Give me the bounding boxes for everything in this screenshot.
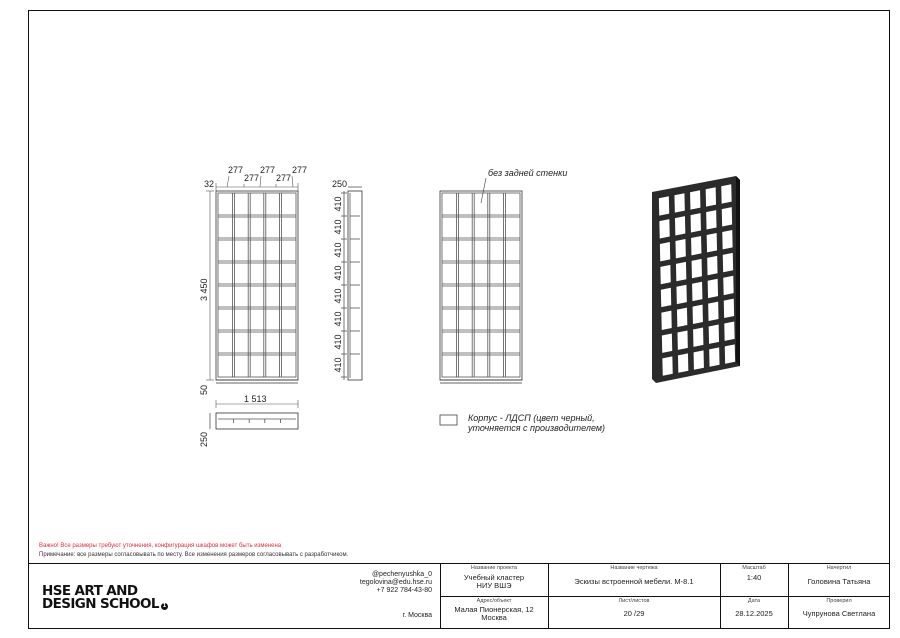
- dim-top-1: 277: [228, 165, 244, 175]
- dim-side-depth: 250: [332, 179, 348, 189]
- iso-cell-opening: [690, 190, 700, 209]
- title-block: [28, 563, 890, 629]
- iso-cell-opening: [706, 210, 716, 229]
- date-label: Дата: [747, 598, 761, 604]
- school-logo: [42, 585, 168, 611]
- iso-cell-opening: [659, 219, 669, 238]
- iso-cell-opening: [676, 285, 686, 304]
- iso-cell-opening: [660, 242, 670, 261]
- dim-plan-depth: 250: [199, 431, 209, 447]
- scale-value: 1:40: [746, 573, 762, 582]
- scale-label: Масштаб: [742, 565, 766, 571]
- sheets-value: 20 /29: [623, 609, 645, 618]
- row-dim: 410: [333, 265, 343, 281]
- iso-cell-opening: [721, 184, 731, 203]
- iso-cell-opening: [659, 196, 669, 215]
- row-dim: 410: [333, 288, 343, 304]
- dim-side-32: 32: [204, 179, 215, 189]
- iso-cell-opening: [675, 216, 685, 235]
- iso-cell-opening: [677, 331, 687, 350]
- note-no-back: без задней стенки: [488, 168, 568, 178]
- dim-height: 3 450: [199, 278, 209, 301]
- iso-cell-opening: [677, 308, 687, 327]
- project-value-1: Учебный кластер: [463, 573, 525, 582]
- front-no-back-view: [440, 178, 522, 383]
- iso-cell-opening: [660, 265, 670, 284]
- row-dim: 410: [333, 334, 343, 350]
- front-dimensions: [206, 176, 298, 408]
- row-dim: 410: [333, 311, 343, 327]
- checked-value: Чупрунова Светлана: [802, 609, 876, 618]
- drawn-value: Головина Татьяна: [807, 577, 871, 586]
- dim-width: 1 513: [244, 394, 267, 404]
- row-dim: 410: [333, 219, 343, 235]
- legend-line-2: уточняется с производителем): [468, 423, 606, 433]
- address-value-2: Москва: [481, 613, 507, 622]
- drawn-label: Начертил: [826, 565, 852, 571]
- iso-cell-opening: [725, 344, 735, 363]
- iso-cell-opening: [724, 322, 734, 341]
- iso-cell-opening: [662, 334, 672, 353]
- iso-cell-opening: [706, 187, 716, 206]
- side-view: [341, 187, 362, 380]
- iso-cell-opening: [723, 276, 733, 295]
- project-value-2: НИУ ВШЭ: [476, 581, 512, 590]
- row-dim: 410: [333, 196, 343, 212]
- drawing-value: Эскизы встроенной мебели. М-8.1: [574, 577, 694, 586]
- iso-cell-opening: [691, 236, 701, 255]
- contacts: [328, 571, 432, 595]
- dim-top-4: 277: [276, 173, 292, 183]
- front-view: [216, 191, 298, 383]
- row-dim: 410: [333, 357, 343, 373]
- iso-cell-opening: [661, 311, 671, 330]
- dim-top-5: 277: [292, 165, 308, 175]
- plan-view: [210, 413, 298, 429]
- iso-cell-opening: [662, 356, 672, 375]
- iso-cell-opening: [674, 193, 684, 212]
- contact-email: tegolovina@edu.hse.ru: [359, 579, 432, 586]
- iso-cell-opening: [693, 328, 703, 347]
- dim-bottom-50: 50: [199, 384, 209, 395]
- dim-top-3: 277: [260, 165, 276, 175]
- iso-cell-opening: [661, 288, 671, 307]
- iso-cell-opening: [692, 282, 702, 301]
- iso-cell-opening: [709, 347, 719, 366]
- sheets-label: Лист/листов: [618, 598, 650, 604]
- drawing-label: Название чертежа: [610, 565, 658, 571]
- city: г. Москва: [402, 612, 432, 619]
- iso-cell-opening: [722, 230, 732, 249]
- warning-note: Важно! Все размеры требуют уточнения, конфигурация шкафов может быть изменена: [39, 543, 282, 549]
- date-value: 28.12.2025: [735, 609, 773, 618]
- iso-cell-opening: [707, 233, 717, 252]
- contact-instagram: @pechenyushka_0: [371, 571, 432, 578]
- legend-swatch: [440, 415, 457, 425]
- iso-cell-opening: [708, 279, 718, 298]
- iso-cell-opening: [675, 239, 685, 258]
- legend-line-1: Корпус - ЛДСП (цвет черный,: [468, 413, 595, 423]
- iso-cell-opening: [693, 305, 703, 324]
- logo-badge: 1: [162, 603, 167, 609]
- address-value-1: Малая Пионерская, 12: [454, 605, 534, 614]
- iso-cell-opening: [708, 302, 718, 321]
- project-label: Название проекта: [470, 565, 518, 571]
- row-dim: 410: [333, 242, 343, 258]
- iso-cell-opening: [709, 325, 719, 344]
- address-label: Адрес/объект: [476, 598, 512, 604]
- contact-phone: +7 922 784-43-80: [376, 587, 432, 594]
- iso-cell-opening: [676, 262, 686, 281]
- iso-cell-opening: [723, 253, 733, 272]
- checked-label: Проверил: [826, 598, 852, 604]
- iso-cell-opening: [724, 299, 734, 318]
- logo-line-2: DESIGN SCHOOL: [42, 596, 159, 612]
- iso-view: [652, 176, 740, 383]
- iso-cell-opening: [722, 207, 732, 226]
- iso-cell-opening: [694, 350, 704, 369]
- logo-line-1: HSE ART AND: [42, 583, 138, 599]
- remark-note: Примечание: все размеры согласовывать по месту. Все изменения размеров согласовывать с разработчиком.: [39, 552, 349, 558]
- iso-cell-opening: [678, 353, 688, 372]
- iso-cell-opening: [692, 259, 702, 278]
- iso-cell-opening: [707, 256, 717, 275]
- iso-cell-opening: [691, 213, 701, 232]
- dim-top-2: 277: [244, 173, 260, 183]
